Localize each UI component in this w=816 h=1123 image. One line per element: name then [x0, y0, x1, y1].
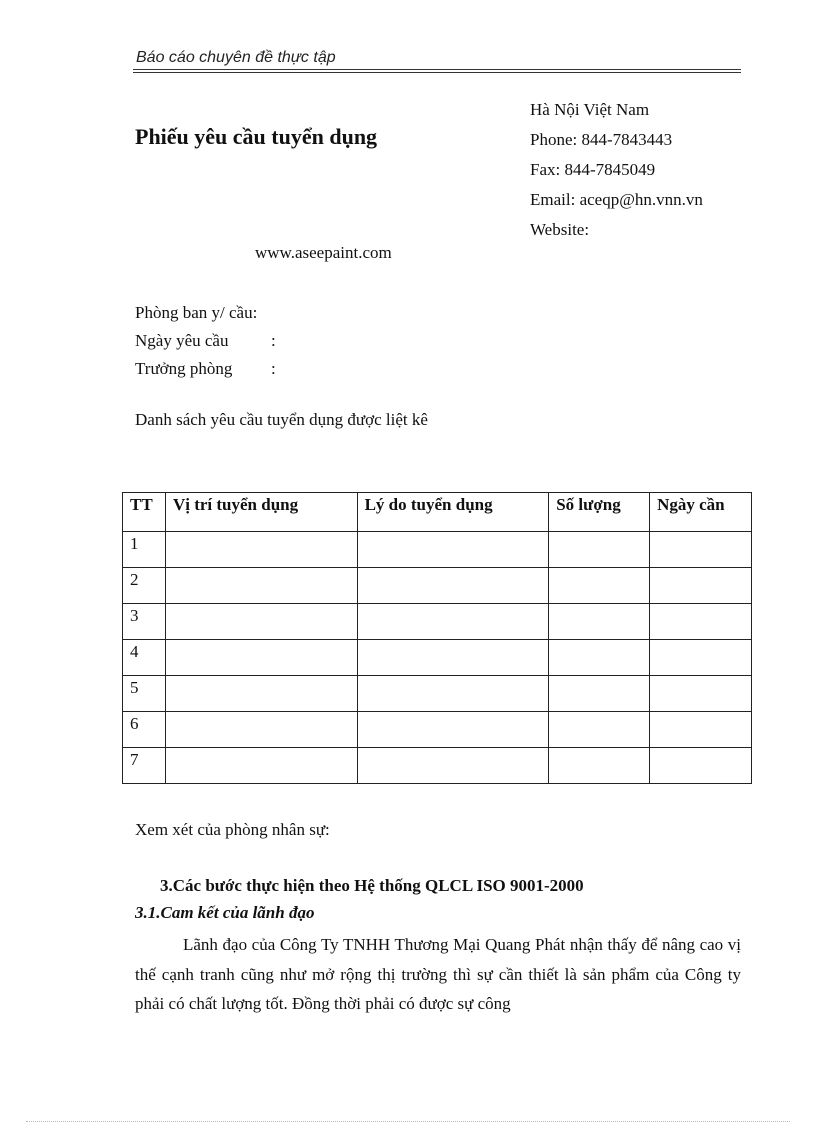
table-row — [123, 640, 752, 676]
cell-date-needed[interactable] — [650, 568, 752, 604]
form-title: Phiếu yêu cầu tuyển dụng — [135, 124, 378, 149]
contact-email: Email: aceqp@hn.vnn.vn — [530, 190, 703, 209]
contact-location: Hà Nội Việt Nam — [530, 100, 650, 119]
section-heading: 3.Các bước thực hiện theo Hệ thống QLCL ISO 9001-2000 — [160, 876, 584, 895]
body-paragraph: Lãnh đạo của Công Ty TNHH Thương Mại Quang Phát nhận thấy để nâng cao vị thế cạnh tranh cũng như mở rộng thị trường thì sự cần thiết là sản phẩm của Công ty phải có chất lượng tốt. Đồng thời phải có được sự công — [135, 935, 741, 1013]
cell-quantity[interactable] — [549, 748, 650, 784]
cell-quantity[interactable] — [549, 604, 650, 640]
table-row — [123, 748, 752, 784]
cell-position[interactable] — [165, 748, 357, 784]
cell-position[interactable] — [165, 640, 357, 676]
field-department-label: Phòng ban y/ cầu: — [135, 303, 258, 322]
header-rule — [133, 72, 741, 73]
cell-quantity[interactable] — [549, 568, 650, 604]
cell-date-needed[interactable] — [650, 604, 752, 640]
row-index: 3 — [123, 604, 166, 640]
cell-date-needed[interactable] — [650, 676, 752, 712]
row-index: 5 — [123, 676, 166, 712]
cell-quantity[interactable] — [549, 640, 650, 676]
header-rule — [133, 69, 741, 70]
cell-position[interactable] — [165, 604, 357, 640]
table-row — [123, 712, 752, 748]
table-header-row — [123, 493, 752, 532]
cell-date-needed[interactable] — [650, 748, 752, 784]
cell-position[interactable] — [165, 568, 357, 604]
cell-date-needed[interactable] — [650, 640, 752, 676]
cell-reason[interactable] — [357, 748, 549, 784]
cell-quantity[interactable] — [549, 712, 650, 748]
contact-website-label: Website: — [530, 220, 590, 239]
cell-reason[interactable] — [357, 532, 549, 568]
contact-phone: Phone: 844-7843443 — [530, 130, 673, 149]
row-index: 2 — [123, 568, 166, 604]
cell-reason[interactable] — [357, 640, 549, 676]
row-index: 6 — [123, 712, 166, 748]
contact-block — [530, 95, 703, 245]
col-header-quantity: Số lượng — [549, 493, 650, 532]
cell-reason[interactable] — [357, 712, 549, 748]
website-url: www.aseepaint.com — [255, 243, 392, 262]
field-manager — [135, 355, 276, 383]
field-department — [135, 299, 276, 327]
field-manager-label: Trưởng phòng — [135, 359, 233, 378]
col-header-position: Vị trí tuyển dụng — [165, 493, 357, 532]
table-row — [123, 532, 752, 568]
sub-heading: 3.1.Cam kết của lãnh đạo — [135, 903, 315, 922]
cell-quantity[interactable] — [549, 532, 650, 568]
cell-reason[interactable] — [357, 676, 549, 712]
col-header-reason: Lý do tuyển dụng — [357, 493, 549, 532]
col-header-index: TT — [123, 493, 166, 532]
page-bottom-rule — [26, 1121, 790, 1122]
cell-reason[interactable] — [357, 604, 549, 640]
field-colon: : — [271, 359, 276, 378]
hr-review-label: Xem xét của phòng nhân sự: — [135, 820, 330, 839]
list-intro: Danh sách yêu cầu tuyển dụng được liệt kê — [135, 410, 428, 429]
running-header: Báo cáo chuyên đề thực tập — [136, 49, 336, 66]
cell-position[interactable] — [165, 712, 357, 748]
row-index: 4 — [123, 640, 166, 676]
cell-date-needed[interactable] — [650, 532, 752, 568]
table-row — [123, 568, 752, 604]
table-row — [123, 676, 752, 712]
recruitment-table — [122, 492, 752, 784]
col-header-date-needed: Ngày cần — [650, 493, 752, 532]
field-request-date — [135, 327, 276, 355]
field-colon: : — [271, 331, 276, 350]
field-request-date-label: Ngày yêu cầu — [135, 331, 229, 350]
request-fields — [135, 299, 276, 383]
cell-quantity[interactable] — [549, 676, 650, 712]
contact-fax: Fax: 844-7845049 — [530, 160, 656, 179]
cell-position[interactable] — [165, 676, 357, 712]
table-row — [123, 604, 752, 640]
cell-date-needed[interactable] — [650, 712, 752, 748]
cell-reason[interactable] — [357, 568, 549, 604]
row-index: 1 — [123, 532, 166, 568]
row-index: 7 — [123, 748, 166, 784]
cell-position[interactable] — [165, 532, 357, 568]
